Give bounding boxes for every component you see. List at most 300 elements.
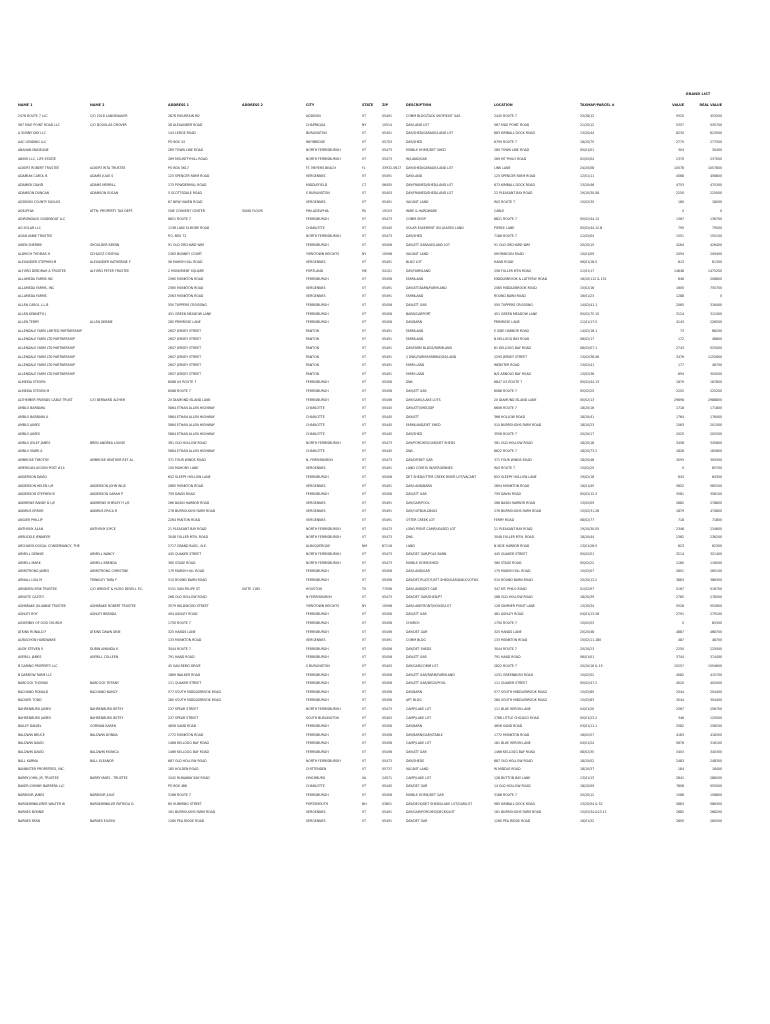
table-row <box>0 370 770 379</box>
cell-taxmap: 15/02/53 <box>580 621 595 626</box>
cell-name1: ABAHAN MADELINE <box>18 148 49 153</box>
table-row <box>0 791 770 800</box>
cell-name1: ARCHAEOLOGICAL CONSERVANCY, THE <box>18 543 80 548</box>
cell-city: SOUTH BURLINGTON <box>306 715 339 720</box>
cell-real-value: 340300 <box>709 749 722 754</box>
cell-value: 2582 <box>675 724 684 729</box>
cell-real-value: 475300 <box>709 182 722 187</box>
table-row <box>0 361 770 370</box>
cell-location: 6790 ROUTE 7 <box>494 139 517 144</box>
cell-zip: 05491 <box>382 466 393 471</box>
cell-address1: 179 MARSH HILL ROAD <box>168 569 205 574</box>
cell-name2: BAHRENBURG BETSY <box>90 706 124 711</box>
cell-city: FERRISBURGH <box>306 474 329 479</box>
table-row <box>0 688 770 697</box>
cell-zip: 05456 <box>382 741 393 746</box>
cell-value: 487 <box>677 638 684 643</box>
cell-zip: 05491 <box>382 114 393 118</box>
cell-real-value: 418300 <box>709 732 722 737</box>
cell-location: 883 KIMBALL DOCK ROAD <box>494 131 535 136</box>
cell-address1: PO BOX 5617 <box>168 165 189 170</box>
cell-taxmap: 21/20/12 <box>580 122 595 127</box>
cell-state: NH <box>362 801 367 806</box>
table-row <box>0 774 770 783</box>
cell-value: 3044 <box>675 698 684 703</box>
cell-name2: ARMELL BRENDA <box>90 560 117 565</box>
cell-location: 3044 ROUTE 7 <box>494 646 517 651</box>
table-row <box>0 765 770 774</box>
cell-state: VT <box>362 724 367 729</box>
table-row <box>0 662 770 671</box>
cell-name1: AMBLO MARK A <box>18 449 43 454</box>
cell-state: VT <box>362 139 367 144</box>
cell-state: ME <box>362 268 367 273</box>
cell-taxmap: 13/20/34 <box>580 603 595 608</box>
cell-name1: AMBLO JEILEY JAMES <box>18 440 51 445</box>
cell-zip: 05456 <box>382 578 393 583</box>
cell-real-value: 278800 <box>709 500 722 505</box>
cell-state: VT <box>362 260 367 265</box>
table-row <box>0 782 770 791</box>
cell-address1: 3044 ROUTE 7 <box>168 646 191 651</box>
cell-city: VERGENNES <box>306 638 326 643</box>
cell-state: VT <box>362 560 367 565</box>
cell-location: 3048 FULLER MTN. ROAD <box>494 535 534 540</box>
cell-location: LINK LANE <box>494 165 511 170</box>
cell-location: 161 BURROUGHS FARM ROAD <box>494 810 542 815</box>
cell-name1: BARNES BONNIE <box>18 810 45 815</box>
cell-city: FERRISBURGH <box>306 277 329 282</box>
table-row <box>0 207 770 216</box>
cell-state: VT <box>362 689 367 694</box>
cell-value: 2567 <box>675 706 684 711</box>
cell-description: LONG POINT CAMP/LEASED LOT <box>406 526 456 531</box>
cell-taxmap: 16/01/32 <box>580 818 595 823</box>
cell-zip: 05491 <box>382 483 393 488</box>
cell-location: 7186 ROUTE 7 <box>494 234 517 239</box>
cell-address1: 45 SAN REMO DRIVE <box>168 664 201 668</box>
cell-zip: 05456 <box>382 792 393 797</box>
cell-city: MIDDLEFIELD <box>306 182 328 187</box>
cell-description: COMM BLDG/TACK SHOP/EXIT GAS <box>406 114 461 118</box>
cell-real-value: 202500 <box>709 431 722 436</box>
cell-address1: 510 ROUND BARN ROAD <box>168 578 207 583</box>
cell-name2: BACHAND NANCY <box>90 689 118 694</box>
cell-name1: ALLAMEDA FARMS <box>18 294 47 299</box>
cell-address1: 111 QUAKER STREET <box>168 681 202 686</box>
cell-state: VT <box>362 114 367 118</box>
cell-location: 2445 ROUTE 7 <box>494 114 517 118</box>
cell-taxmap: 18/20/39 <box>580 595 595 600</box>
table-row <box>0 628 770 637</box>
cell-value: 346 <box>677 715 684 720</box>
table-row <box>0 172 770 181</box>
cell-real-value: 64300 <box>711 474 722 479</box>
cell-name2: BARRY MARY - TRUSTEE <box>90 775 128 780</box>
cell-state: NM <box>362 543 368 548</box>
cell-city: VERGENNES <box>306 509 326 514</box>
cell-description: BARN/CARPORT <box>406 311 431 316</box>
cell-state: VT <box>362 784 367 789</box>
cell-address1: 1260 PEA RIDGE ROAD <box>168 818 205 823</box>
cell-zip: 05473 <box>382 595 393 600</box>
cell-state: VT <box>362 225 367 230</box>
cell-zip: 05456 <box>382 749 393 754</box>
cell-address1: 577 SOUTH MIDDLEBROOK ROAD <box>168 689 221 694</box>
cell-real-value: 66200 <box>711 328 722 333</box>
cell-taxmap: 13/20/46 <box>580 182 595 187</box>
cell-address1: 21 PLEASANT BAY ROAD <box>168 526 207 531</box>
cell-real-value: 535700 <box>709 122 722 127</box>
cell-state: VT <box>362 277 367 282</box>
table-row <box>0 198 770 207</box>
cell-real-value: 182600 <box>709 449 722 454</box>
cell-city: FERRISBURGH <box>306 681 329 686</box>
table-row <box>0 525 770 534</box>
cell-taxmap: 15/02/07 <box>580 569 595 574</box>
cell-zip: 05753 <box>382 139 393 144</box>
table-row <box>0 267 770 276</box>
cell-state: VT <box>362 346 367 351</box>
cell-description: DAY/SHED <box>406 139 423 144</box>
cell-value: 3124 <box>675 311 684 316</box>
cell-state: VT <box>362 242 367 247</box>
cell-description: DAY/GAR/PORCHES/DECKS/LOT <box>406 810 455 815</box>
cell-description: FARMLAND <box>406 328 424 333</box>
cell-taxmap: 18/20/02 <box>580 758 595 763</box>
cell-real-value: 468700 <box>709 629 722 634</box>
table-row <box>0 318 770 327</box>
cell-location: 289 TOWN LINE ROAD <box>494 148 530 153</box>
cell-city: FERRISBURGH <box>306 320 329 325</box>
cell-description: DAY/LAKEFRONT/HOUSE/LOT <box>406 603 452 608</box>
cell-state: VT <box>362 595 367 600</box>
cell-city: NORTH FERRISBURGH <box>306 234 341 239</box>
cell-city: PANTON <box>306 363 319 368</box>
cell-zip: 05491 <box>382 260 393 265</box>
cell-name1: ATKINS RONALD F <box>18 629 47 634</box>
cell-name1: ALLENDALE FARM LTD PARTNERSHIP <box>18 371 75 376</box>
cell-state: FL <box>362 165 366 170</box>
cell-zip: 05491 <box>382 371 393 376</box>
cell-value: 3581 <box>675 492 684 497</box>
cell-state: VT <box>362 483 367 488</box>
cell-state: VT <box>362 500 367 505</box>
cell-taxmap: 15/02/63 <box>580 698 595 703</box>
cell-real-value: 156800 <box>709 792 722 797</box>
cell-state: VT <box>362 191 367 196</box>
cell-value: 3214 <box>675 552 684 557</box>
cell-name1: BARRY JOHN, JR. TRUSTEE <box>18 775 59 780</box>
cell-name2: C/O DOUGLAS GROVER <box>90 122 127 127</box>
cell-taxmap: 14/02/16.1 <box>580 328 598 333</box>
cell-city: FERRISBURGH <box>306 792 329 797</box>
cell-name1: ASHLEY ROY <box>18 612 38 617</box>
cell-state: VT <box>362 621 367 626</box>
cell-description: DAY/FARMLAND <box>406 268 431 273</box>
cell-taxmap: 16/02/57 <box>580 732 595 737</box>
cell-city: LYNCHBURG <box>306 775 326 780</box>
cell-value: 2250 <box>675 646 684 651</box>
cell-taxmap: 13/01/26.5 <box>580 543 598 548</box>
cell-city: BURLINGTON <box>306 131 327 136</box>
cell-location: 6821 ROUTE 7 <box>494 217 517 222</box>
cell-name1: ARBUCKLE JENNIFER <box>18 535 51 540</box>
cell-name1: B GARING PROPERTY LLC <box>18 664 58 668</box>
table-row <box>0 284 770 293</box>
col-header-address1: ADDRESS 1 <box>168 103 189 107</box>
cell-zip: 05456 <box>382 277 393 282</box>
cell-taxmap: 04/01/24 <box>580 741 595 746</box>
cell-city: FERRISBURGH <box>306 217 329 222</box>
cell-description: DAY/GARG/LAKE LOTS <box>406 397 441 402</box>
cell-name1: ADDISON COUNTY EAGLES <box>18 199 61 204</box>
table-row <box>0 473 770 482</box>
cell-state: VT <box>362 612 367 617</box>
cell-real-value: 187800 <box>709 380 722 385</box>
cell-real-value: 525000 <box>709 346 722 351</box>
table-row <box>0 439 770 448</box>
cell-real-value: 623000 <box>709 131 722 136</box>
cell-state: VT <box>362 174 367 179</box>
cell-value: 1718 <box>675 406 684 411</box>
cell-taxmap: 18/20/16 <box>580 406 595 411</box>
cell-zip: 05491 <box>382 638 393 643</box>
cell-name2: ATTN: PROPERTY TAX DEPT. <box>90 208 134 213</box>
col-header-state: STATE <box>362 103 374 107</box>
cell-city: FERRISBURGH <box>306 303 329 308</box>
cell-taxmap: 18/20/09 <box>580 784 595 789</box>
table-row <box>0 430 770 439</box>
cell-value: 15257 <box>673 664 684 668</box>
table-row <box>0 550 770 559</box>
cell-location: CABLE <box>494 208 505 213</box>
cell-state: VT <box>362 431 367 436</box>
table-row <box>0 464 770 473</box>
cell-name2: ACKERT RITA TRUSTEE <box>90 165 126 170</box>
cell-name1: ARNALL LISA M <box>18 578 42 583</box>
cell-location: 125 SPENCER FARM ROAD <box>494 174 536 179</box>
cell-location: WEBSTER ROAD <box>494 363 520 368</box>
cell-address1: 5864 ETHAN ALLEN HIGHWAY <box>168 431 215 436</box>
cell-location: W/S ROUTE 7 <box>494 199 516 204</box>
cell-name1: ANDERSON DAVID <box>18 474 47 479</box>
cell-location: 1772 MONKTON ROAD <box>494 732 530 737</box>
cell-zip: 05491 <box>382 294 393 299</box>
cell-taxmap: 08/02/77 <box>580 517 595 522</box>
cell-taxmap: 13/20/54 & 52 <box>580 801 603 806</box>
cell-value: 172 <box>677 337 684 342</box>
table-row <box>0 576 770 585</box>
cell-value: 3403 <box>675 749 684 754</box>
cell-description: VACANT LAND <box>406 767 429 772</box>
cell-taxmap: 13/02/41 <box>580 363 595 368</box>
cell-city: CHARLOTTE <box>306 406 325 411</box>
cell-real-value: 48700 <box>711 363 722 368</box>
cell-value: 3863 <box>675 578 684 583</box>
cell-state: VT <box>362 535 367 540</box>
cell-real-value: 1152600 <box>707 354 722 359</box>
col-header-location: LOCATION <box>494 103 513 107</box>
cell-real-value: 176400 <box>709 414 722 419</box>
cell-state: VT <box>362 698 367 703</box>
col-header-zip: ZIP <box>382 103 389 107</box>
table-row <box>0 232 770 241</box>
cell-state: NY <box>362 603 367 608</box>
cell-taxmap: 14/02/41.1 <box>580 303 598 308</box>
cell-name2: BARDEWINKLER PATRICIA D <box>90 801 134 806</box>
cell-address1: 237 SPEAR STREET <box>168 706 199 711</box>
cell-name1: AIKEN SHERRIE <box>18 242 43 247</box>
cell-real-value: 30400 <box>711 148 722 153</box>
cell-name1: 2478 ROUTE 7 LLC <box>18 114 48 118</box>
cell-value: 1551 <box>675 234 684 239</box>
table-row <box>0 301 770 310</box>
cell-real-value: 374400 <box>709 655 722 660</box>
cell-real-value: 516700 <box>709 586 722 591</box>
cell-state: VT <box>362 552 367 557</box>
cell-address1: 237 SPEAR STREET <box>168 715 199 720</box>
cell-description: DAY/DET GAR <box>406 784 428 789</box>
cell-taxmap: 05/02/25 <box>580 389 595 393</box>
table-row <box>0 138 770 147</box>
cell-city: FERRISBURGH <box>306 655 329 660</box>
cell-taxmap: 06/01/01 <box>580 655 595 660</box>
table-row <box>0 344 770 353</box>
cell-name1: BAKER JOHNNY BARRERA LLC <box>18 784 65 789</box>
cell-city: CHARLOTTE <box>306 423 325 428</box>
cell-description: MOBILE HOME/DET GAR <box>406 792 444 797</box>
cell-name2: GORMAN KAREN <box>90 724 117 729</box>
cell-zip: 05445 <box>382 784 393 789</box>
cell-name1: ADAMIAK CAROL B <box>18 174 48 179</box>
cell-description: DAY/BARN <box>406 320 423 325</box>
table-row <box>0 567 770 576</box>
cell-name1: ALLENDALE FARM LIMITED PARTNERSHIP <box>18 328 82 333</box>
cell-zip: 05456 <box>382 474 393 479</box>
cell-location: 2894 MONKTON ROAD <box>494 483 530 488</box>
cell-city: FERRISBURGH <box>306 741 329 746</box>
cell-city: FERRISBURGH <box>306 749 329 754</box>
cell-name1: ARNDSEN ERIK TRUSTEE <box>18 586 57 591</box>
cell-real-value: 248300 <box>709 758 722 763</box>
cell-location: N KELLOGG BAY ROAD <box>494 337 530 342</box>
cell-zip: 05491 <box>382 174 393 179</box>
cell-city: ADDISON <box>306 114 321 118</box>
cell-name1: ALMEIDA STEVEN <box>18 380 46 385</box>
cell-city: NORTH FERRISBURGH <box>306 560 341 565</box>
cell-taxmap: 05/02/22 <box>580 560 595 565</box>
cell-name1: AVERILL JAMES <box>18 655 42 660</box>
table-row <box>0 516 770 525</box>
cell-name1: ADAMSON DUNCAN <box>18 191 50 196</box>
cell-value: 4264 <box>675 242 684 247</box>
cell-city: HOUSTON <box>306 586 322 591</box>
cell-name1: ALLEN TERRY <box>18 320 39 325</box>
cell-real-value: 268200 <box>709 810 722 815</box>
cell-name1: BAHRENBURG JAMES <box>18 706 52 711</box>
cell-description: W/LAND/GAR <box>406 156 427 161</box>
cell-city: NORTH FERRISBURGH <box>306 552 341 557</box>
table-row <box>0 696 770 705</box>
cell-value: 4082 <box>675 672 684 677</box>
table-row <box>0 224 770 233</box>
cell-real-value: 402000 <box>709 681 722 686</box>
cell-description: CHURCH <box>406 621 420 626</box>
cell-state: VT <box>362 285 367 290</box>
cell-name2: ARMSTRONG CHRISTINE <box>90 569 129 574</box>
cell-address1: 3048 FULLER MTN. ROAD <box>168 535 208 540</box>
cell-zip: 10514 <box>382 122 393 127</box>
cell-taxmap: 13/02/09 <box>580 500 595 505</box>
cell-real-value: 555000 <box>709 784 722 789</box>
cell-taxmap: 18/20/44 <box>580 535 595 540</box>
cell-address1: 133 MONKTON ROAD <box>168 638 202 643</box>
cell-taxmap: 03/01/11.1 <box>580 724 598 729</box>
cell-description: MOBILE HOME/DET SHED <box>406 148 446 153</box>
cell-zip: 05456 <box>382 569 393 574</box>
cell-city: NORTH FERRISBURGH <box>306 526 341 531</box>
cell-zip: 05491 <box>382 500 393 505</box>
cell-state: VT <box>362 655 367 660</box>
cell-state: VT <box>362 440 367 445</box>
cell-address1: 269 MOUNTFYHILL ROAD <box>168 156 208 161</box>
cell-location: 256 FULLER MTN ROAD <box>494 268 531 273</box>
cell-real-value: 456800 <box>709 174 722 179</box>
cell-value: 7808 <box>675 784 684 789</box>
cell-taxmap: 15/02/16 <box>580 285 595 290</box>
cell-location: 873 KIMBALL DOCK ROAD <box>494 182 535 187</box>
cell-taxmap: 18/20/37 <box>580 767 595 772</box>
cell-location: 133 MONKTON ROAD <box>494 638 528 643</box>
cell-value: 10578 <box>673 165 684 170</box>
cell-description: DAY/LAND LOT <box>406 122 430 127</box>
cell-address1: 125 SPENCER FARM ROAD <box>168 174 210 179</box>
table-row <box>0 757 770 766</box>
cell-name2: ATKINS DAWN DINE <box>90 629 121 634</box>
cell-zip: 05491 <box>382 363 393 368</box>
cell-name2: TRINKLEY TARA F <box>90 578 117 583</box>
cell-name2: ALLEN DEBBIE <box>90 320 113 325</box>
cell-real-value: 316100 <box>709 741 722 746</box>
cell-real-value: 120500 <box>709 715 722 720</box>
cell-name1: ABAYO LLC, LIFE ESTATE <box>18 156 57 161</box>
cell-zip: 05445 <box>382 449 393 454</box>
cell-name1: BACHAND RONALD <box>18 689 49 694</box>
cell-state: VT <box>362 389 367 393</box>
cell-name2: DUBIN AMANDA K <box>90 646 119 651</box>
cell-value: 4753 <box>675 182 684 187</box>
cell-city: NORTH FERRISBURGH <box>306 706 341 711</box>
cell-value: 813 <box>677 260 684 265</box>
grand-list-label: GRAND LIST <box>685 91 711 96</box>
table-row <box>0 421 770 430</box>
cell-location: 567 MILE POINT ROAD <box>494 122 530 127</box>
table-row <box>0 241 770 250</box>
cell-real-value: 304500 <box>709 371 722 376</box>
cell-city: FERRISBURGH <box>306 732 329 737</box>
cell-zip: 05473 <box>382 234 393 239</box>
cell-real-value: 316400 <box>709 303 722 308</box>
cell-location: 128 BUTTON BAY LANE <box>494 775 531 780</box>
cell-city: YORKTOWN HEIGHTS <box>306 603 340 608</box>
cell-zip: 05456 <box>382 397 393 402</box>
cell-description: DAY/DECK/DET SHEDS/LAKE LOT/GAR/LOT <box>406 801 473 806</box>
cell-name1: ANDRUS ERROR <box>18 509 44 514</box>
cell-real-value: 286200 <box>709 775 722 780</box>
table-row <box>0 292 770 301</box>
cell-taxmap: 11/01/17.5 <box>580 320 598 325</box>
